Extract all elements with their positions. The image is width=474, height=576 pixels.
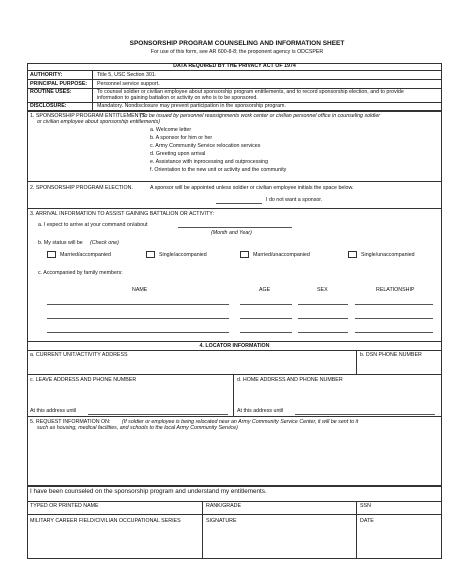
- leave-until-field[interactable]: [88, 414, 228, 415]
- entitlement-item: a. Welcome letter: [150, 127, 192, 133]
- section3-label: 3. ARRIVAL INFORMATION TO ASSIST GAINING BATTALION OR ACTIVITY:: [30, 211, 214, 217]
- privacy-disclosure-label: DISCLOSURE:: [30, 103, 67, 109]
- dsn-phone-label: b. DSN PHONE NUMBER: [360, 352, 422, 358]
- family-sex-field[interactable]: [298, 304, 348, 305]
- entitlement-item: d. Greeting upon arrival: [150, 151, 206, 157]
- privacy-authority-label: AUTHORITY:: [30, 72, 63, 78]
- privacy-purpose-text: Personnel service support.: [97, 81, 160, 87]
- privacy-purpose-label: PRINCIPAL PURPOSE:: [30, 81, 88, 87]
- arrival-date-field[interactable]: [178, 227, 292, 228]
- status-option-label: Single/unaccompanied: [361, 252, 415, 258]
- family-relationship-field[interactable]: [355, 304, 433, 305]
- form-subtitle: For use of this form, see AR 600-8-8; the proponent agency is ODCSPER: [150, 49, 324, 55]
- privacy-heading: DATA REQUIRED BY THE PRIVACY ACT OF 1974: [173, 63, 296, 69]
- request-info-note: (If soldier or employee is being relocated near an Army Community Service Center, it will be sent to it: [122, 419, 359, 425]
- counseled-statement: I have been counseled on the sponsorship program and understand my entitlements.: [30, 488, 267, 495]
- arrival-date-label: a. I expect to arrive at your command on/about: [38, 222, 148, 228]
- privacy-uses-label: ROUTINE USES:: [30, 89, 72, 95]
- career-field-input[interactable]: [28, 525, 201, 558]
- family-col-age: AGE: [259, 287, 271, 293]
- section1-label: 1. SPONSORSHIP PROGRAM ENTITLEMENTS.: [30, 113, 147, 119]
- family-col-sex: SEX: [317, 287, 328, 293]
- entitlement-item: c. Army Community Service relocation services: [150, 143, 261, 149]
- arrival-date-caption: (Month and Year): [211, 230, 252, 236]
- privacy-uses-text-2: information to gaining battalion or activity on who is to be sponsored.: [97, 95, 258, 101]
- status-option-label: Married/accompanied: [60, 252, 111, 258]
- date-field[interactable]: [357, 525, 441, 558]
- family-col-name: NAME: [132, 287, 148, 293]
- section2-label: 2. SPONSORSHIP PROGRAM ELECTION.: [30, 185, 133, 191]
- family-name-field[interactable]: [47, 304, 229, 305]
- family-col-relationship: RELATIONSHIP: [376, 287, 415, 293]
- signature-label: SIGNATURE: [206, 518, 237, 524]
- typed-name-label: TYPED OR PRINTED NAME: [30, 503, 99, 509]
- leave-address-field[interactable]: [28, 384, 232, 406]
- status-label: b. My status will be: [38, 240, 83, 246]
- family-name-field[interactable]: [47, 318, 229, 319]
- family-relationship-field[interactable]: [355, 332, 433, 333]
- current-unit-address-field[interactable]: [28, 359, 355, 373]
- family-members-label: c. Accompanied by family members:: [38, 270, 123, 276]
- status-option-label: Single/accompanied: [159, 252, 207, 258]
- sponsor-decline-label: I do not want a sponsor.: [266, 197, 323, 203]
- family-sex-field[interactable]: [298, 318, 348, 319]
- family-name-field[interactable]: [47, 332, 229, 333]
- section1-note: (To be issued by personnel reassignments work center or civilian personnel office in counseling soldier: [140, 113, 381, 119]
- leave-address-label: c. LEAVE ADDRESS AND PHONE NUMBER: [30, 377, 137, 383]
- home-address-field[interactable]: [234, 384, 441, 406]
- section1-note-2: or civilian employee about sponsorship entitlements): [37, 119, 161, 125]
- current-unit-address-label: a. CURRENT UNIT/ACTIVITY ADDRESS: [30, 352, 128, 358]
- career-field-label: MILITARY CAREER FIELD/CIVILIAN OCCUPATIONAL SERIES: [30, 518, 181, 524]
- locator-heading: 4. LOCATOR INFORMATION: [199, 343, 270, 349]
- family-age-field[interactable]: [240, 318, 292, 319]
- privacy-authority-text: Title 5, USC Section 301.: [97, 72, 157, 78]
- status-checkbox-married-accompanied[interactable]: [47, 251, 56, 258]
- sponsor-decline-initials[interactable]: [216, 203, 262, 204]
- status-option-label: Married/unaccompanied: [253, 252, 310, 258]
- signature-field[interactable]: [203, 525, 355, 558]
- request-info-note-2: such as housing, medical facilities, and schools to the local Army Community Service): [37, 425, 238, 431]
- request-info-label: 5. REQUEST INFORMATION ON:: [30, 419, 111, 425]
- status-checkbox-married-unaccompanied[interactable]: [240, 251, 249, 258]
- rank-grade-label: RANK/GRADE: [206, 503, 242, 509]
- section2-text: A sponsor will be appointed unless soldier or civilian employee initials the space below.: [150, 185, 354, 191]
- family-age-field[interactable]: [240, 332, 292, 333]
- entitlement-item: b. A sponsor for him or her: [150, 135, 213, 141]
- status-checkbox-single-unaccompanied[interactable]: [348, 251, 357, 258]
- entitlement-item: f. Orientation to the new unit or activity and the community: [150, 167, 287, 173]
- privacy-disclosure-text: Mandatory. Nondisclosure may prevent participation in the sponsorship program.: [97, 103, 286, 109]
- status-checkbox-single-accompanied[interactable]: [146, 251, 155, 258]
- dsn-phone-field[interactable]: [357, 359, 441, 373]
- family-relationship-field[interactable]: [355, 318, 433, 319]
- home-until-field[interactable]: [295, 414, 435, 415]
- request-info-field[interactable]: [28, 433, 441, 483]
- ssn-label: SSN: [360, 503, 371, 509]
- family-sex-field[interactable]: [298, 332, 348, 333]
- date-label: DATE: [360, 518, 374, 524]
- form-title: SPONSORSHIP PROGRAM COUNSELING AND INFORMATION SHEET: [129, 40, 345, 47]
- home-until-label: At this address until: [237, 408, 284, 414]
- privacy-uses-text: To counsel soldier or civilian employee about sponsorship program entitlements, and to record sponsorship election, and to provide: [97, 89, 404, 95]
- status-check-hint: (Check one): [90, 240, 119, 246]
- home-address-label: d. HOME ADDRESS AND PHONE NUMBER: [237, 377, 343, 383]
- leave-until-label: At this address until: [30, 408, 77, 414]
- family-age-field[interactable]: [240, 304, 292, 305]
- entitlement-item: e. Assistance with inprocessing and outprocessing: [150, 159, 269, 165]
